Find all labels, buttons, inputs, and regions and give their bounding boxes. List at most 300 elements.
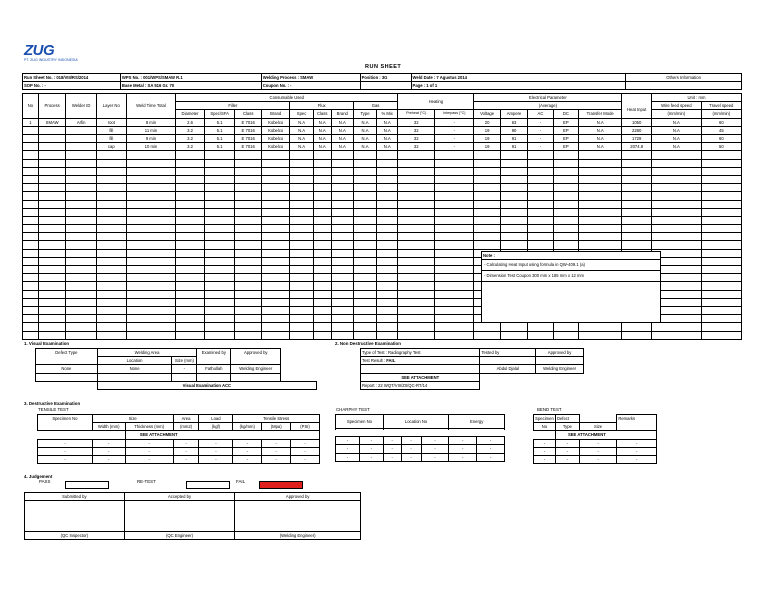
table-cell (66, 257, 97, 265)
table-cell (331, 159, 353, 167)
table-cell (313, 159, 331, 167)
table-cell: 8 min (126, 118, 176, 126)
table-cell: N.A (651, 126, 701, 134)
company-name: PT. ZUG INDUSTRY INDONESIA (24, 58, 78, 62)
table-cell: Kobelco (261, 135, 290, 143)
table-cell (701, 167, 741, 175)
table-cell (66, 216, 97, 224)
table-cell (38, 225, 65, 233)
table-cell (377, 331, 398, 339)
table-cell: E 7016 (235, 126, 261, 134)
table-cell (331, 200, 353, 208)
table-cell (235, 323, 261, 331)
charpy-specimen: Specimen No (336, 415, 384, 429)
table-row (23, 118, 742, 126)
table-cell (435, 274, 474, 282)
table-cell (261, 233, 290, 241)
table-cell (353, 306, 376, 314)
table-cell (261, 306, 290, 314)
table-cell (553, 167, 578, 175)
tens-area: Area (173, 415, 199, 423)
table-cell (701, 151, 741, 159)
table-cell (204, 208, 235, 216)
table-row (23, 323, 742, 331)
table-cell (500, 192, 527, 200)
table-cell (261, 192, 290, 200)
ndt-approver: Welding Engineer (536, 365, 584, 373)
table-row (23, 192, 742, 200)
table-cell (377, 274, 398, 282)
table-cell (579, 225, 622, 233)
table-cell (313, 208, 331, 216)
table-cell (23, 274, 39, 282)
col-gas: Gas (353, 102, 397, 110)
table-cell (204, 331, 235, 339)
table-cell (377, 298, 398, 306)
table-cell (435, 225, 474, 233)
table-cell (331, 274, 353, 282)
table-cell (474, 175, 500, 183)
table-cell (66, 282, 97, 290)
table-cell (435, 167, 474, 175)
table-cell (204, 151, 235, 159)
table-cell (331, 315, 353, 323)
table-cell (235, 151, 261, 159)
table-cell (38, 143, 65, 151)
table-cell (38, 274, 65, 282)
table-cell (553, 200, 578, 208)
table-cell (651, 175, 701, 183)
table-cell: N.A (331, 126, 353, 134)
table-row (23, 233, 742, 241)
col-electrical: Electrical Parameter (474, 94, 622, 102)
table-cell (398, 323, 435, 331)
table-cell (701, 216, 741, 224)
table-cell (553, 331, 578, 339)
table-cell: 20 (474, 118, 500, 126)
table-cell (528, 167, 553, 175)
table-cell (235, 315, 261, 323)
table-cell (331, 167, 353, 175)
others-info: Others Information (626, 74, 742, 82)
table-cell (23, 315, 39, 323)
table-cell (435, 315, 474, 323)
table-cell (126, 192, 176, 200)
col-welder-id: Welder ID (66, 94, 97, 119)
table-cell (126, 167, 176, 175)
table-cell (38, 290, 65, 298)
table-cell (528, 151, 553, 159)
table-cell (66, 225, 97, 233)
charpy-table: Specimen No Location No Energy - - - - - - - - - - - - - - - - - - - - - (335, 414, 505, 462)
table-cell (126, 323, 176, 331)
pass-checkbox[interactable] (65, 481, 109, 489)
table-row (23, 175, 742, 183)
table-cell (66, 135, 97, 143)
table-cell: N.A (313, 135, 331, 143)
table-cell (176, 184, 205, 192)
table-cell (235, 306, 261, 314)
table-cell (23, 184, 39, 192)
table-cell (331, 298, 353, 306)
table-cell (97, 298, 127, 306)
vis-defect-type: Defect Type (36, 349, 98, 365)
retest-label: RE-TEST (137, 479, 156, 484)
table-cell (97, 315, 127, 323)
table-cell (377, 216, 398, 224)
table-cell (126, 151, 176, 159)
table-cell (204, 233, 235, 241)
table-cell: EP (553, 143, 578, 151)
table-cell (313, 241, 331, 249)
table-cell (23, 266, 39, 274)
table-cell (579, 241, 622, 249)
table-cell (377, 192, 398, 200)
table-cell (290, 298, 313, 306)
table-cell (353, 225, 376, 233)
table-cell (126, 233, 176, 241)
table-cell (353, 241, 376, 249)
table-cell: EP (553, 118, 578, 126)
table-cell (398, 298, 435, 306)
bend-see-attachment: SEE ATTACHMENT (555, 431, 656, 439)
table-cell (474, 233, 500, 241)
col-diameter: Diameter (176, 110, 205, 118)
table-cell (474, 331, 500, 339)
table-cell (66, 159, 97, 167)
table-cell (235, 167, 261, 175)
table-cell (398, 151, 435, 159)
table-cell (176, 225, 205, 233)
table-cell (38, 266, 65, 274)
table-cell: 50 (701, 143, 741, 151)
table-cell: 5.1 (204, 126, 235, 134)
table-cell (622, 208, 652, 216)
table-cell (261, 208, 290, 216)
table-cell (528, 200, 553, 208)
col-gas-mix: % Mix (377, 110, 398, 118)
table-cell: E 7016 (235, 143, 261, 151)
table-cell: N.A (313, 126, 331, 134)
tens-load: Load (199, 415, 233, 423)
table-cell (126, 175, 176, 183)
table-cell (435, 257, 474, 265)
table-cell (500, 175, 527, 183)
tens-specimen: Specimen No (38, 415, 93, 431)
table-cell: 32 (398, 126, 435, 134)
col-process: Process (38, 94, 65, 119)
table-cell (579, 331, 622, 339)
vis-location-value: None (97, 365, 172, 373)
table-cell (176, 241, 205, 249)
table-cell: 1 (23, 118, 39, 126)
table-cell: N.A (579, 135, 622, 143)
table-cell: - (435, 143, 474, 151)
base-metal: Base Metal : SA 516 Gr. 70 (120, 82, 261, 90)
table-cell (474, 225, 500, 233)
bend-title: BEND TEST (537, 407, 562, 412)
table-cell (398, 184, 435, 192)
table-cell (377, 225, 398, 233)
table-cell: 5.1 (204, 143, 235, 151)
table-cell (377, 257, 398, 265)
table-cell (353, 249, 376, 257)
table-cell (528, 331, 553, 339)
table-cell (331, 184, 353, 192)
table-cell: N.A (377, 126, 398, 134)
table-cell (553, 216, 578, 224)
table-cell (176, 249, 205, 257)
table-cell (23, 306, 39, 314)
vis-location: Location (97, 357, 172, 365)
table-row (23, 241, 742, 249)
table-cell (500, 208, 527, 216)
table-cell: 3.2 (176, 135, 205, 143)
table-cell (313, 331, 331, 339)
ndt-result-value: FAIL (386, 358, 396, 364)
fail-checkbox[interactable] (259, 481, 303, 489)
table-cell: 9 min (126, 135, 176, 143)
table-cell (23, 126, 39, 134)
table-cell (353, 290, 376, 298)
table-cell (97, 331, 127, 339)
ndt-table (360, 348, 584, 390)
tens-psi: (PSI) (291, 423, 320, 431)
table-cell (235, 216, 261, 224)
table-cell (701, 241, 741, 249)
vis-approved-by: Approved by (231, 349, 281, 365)
col-transfer: Transfer Mode (579, 110, 622, 118)
table-cell (331, 233, 353, 241)
table-cell: 2280 (622, 126, 652, 134)
table-cell: 91 (500, 143, 527, 151)
table-cell: EP (553, 135, 578, 143)
table-cell: E 7016 (235, 118, 261, 126)
table-cell (66, 233, 97, 241)
col-voltage: Voltage (474, 110, 500, 118)
table-cell (66, 208, 97, 216)
table-cell (23, 282, 39, 290)
table-cell (290, 323, 313, 331)
table-cell: N.A (290, 143, 313, 151)
table-cell (500, 167, 527, 175)
table-cell (500, 233, 527, 241)
table-cell: 10 min (126, 143, 176, 151)
table-cell (126, 282, 176, 290)
tens-see-attachment: SEE ATTACHMENT (125, 431, 319, 439)
table-cell (701, 323, 741, 331)
table-cell: 5.1 (204, 118, 235, 126)
table-cell (500, 323, 527, 331)
table-cell (204, 323, 235, 331)
table-cell (204, 298, 235, 306)
col-average: (Average) (474, 102, 622, 110)
table-cell (398, 331, 435, 339)
table-cell (23, 151, 39, 159)
table-cell (261, 167, 290, 175)
table-cell (528, 159, 553, 167)
col-interpass: Interpass (°C) (435, 110, 474, 118)
table-cell (204, 167, 235, 175)
table-cell (651, 151, 701, 159)
table-cell (377, 208, 398, 216)
table-cell (176, 167, 205, 175)
table-cell (235, 290, 261, 298)
visual-title: 1. Visual Examination (24, 341, 70, 346)
tens-area-unit: (mm2) (173, 423, 199, 431)
table-cell (38, 282, 65, 290)
table-cell: E 7016 (235, 135, 261, 143)
table-cell (235, 266, 261, 274)
table-cell (701, 233, 741, 241)
table-cell (23, 200, 39, 208)
table-cell (261, 151, 290, 159)
table-cell (435, 151, 474, 159)
table-cell (622, 167, 652, 175)
tens-load-unit: (kgf) (199, 423, 233, 431)
table-cell (398, 167, 435, 175)
col-flux-brand: Brand (331, 110, 353, 118)
approved-by: Approved by (235, 493, 361, 501)
table-cell (204, 184, 235, 192)
judgement-title: 4. Judgement (24, 474, 53, 479)
table-cell (701, 298, 741, 306)
vis-examiner: Fathullah (197, 365, 231, 373)
charpy-energy: Energy (449, 415, 505, 429)
table-cell (474, 241, 500, 249)
table-cell (651, 323, 701, 331)
table-cell: fill (97, 135, 127, 143)
table-cell: N.A (651, 118, 701, 126)
table-cell (66, 331, 97, 339)
tens-kgmm: (kg/mm) (233, 423, 262, 431)
table-cell: root (97, 118, 127, 126)
table-cell (38, 298, 65, 306)
table-cell (353, 200, 376, 208)
table-cell (579, 159, 622, 167)
table-cell (176, 331, 205, 339)
table-cell (622, 225, 652, 233)
table-cell (23, 208, 39, 216)
table-cell (261, 266, 290, 274)
table-cell (398, 315, 435, 323)
table-cell: N.A (579, 118, 622, 126)
table-cell: N.A (290, 135, 313, 143)
tensile-table: Specimen No Size Area Load Tensile Stress Width (mm) Thickness (mm) (mm2) (kgf) (kg/mm) (Mpa) (PSI) SEE ATTACHMENT - - - - - - - - - - - - - - - - - - - - - - - - (37, 414, 320, 464)
notes-title: Note : (482, 252, 660, 260)
table-cell (38, 192, 65, 200)
table-cell: - (528, 126, 553, 134)
table-cell (261, 249, 290, 257)
table-row (23, 200, 742, 208)
table-cell (553, 241, 578, 249)
table-cell (66, 274, 97, 282)
table-cell (23, 167, 39, 175)
table-cell (290, 184, 313, 192)
table-cell (126, 216, 176, 224)
table-cell (176, 315, 205, 323)
table-cell (176, 274, 205, 282)
table-cell (204, 290, 235, 298)
table-cell (176, 175, 205, 183)
table-cell: N.A (313, 143, 331, 151)
table-cell (435, 298, 474, 306)
table-cell: SMAW (38, 118, 65, 126)
retest-checkbox[interactable] (186, 481, 230, 489)
submitted-role: (QC Inspector) (25, 532, 125, 540)
table-cell (290, 266, 313, 274)
table-cell (331, 266, 353, 274)
table-cell (290, 306, 313, 314)
submitted-signature (25, 501, 125, 532)
table-cell (651, 331, 701, 339)
table-cell (500, 159, 527, 167)
table-cell (261, 200, 290, 208)
table-cell (553, 208, 578, 216)
table-row (23, 167, 742, 175)
table-cell: 19 (474, 135, 500, 143)
table-cell (204, 159, 235, 167)
col-dc: DC (553, 110, 578, 118)
col-class: Class (235, 110, 261, 118)
table-cell: - (528, 135, 553, 143)
table-cell (701, 282, 741, 290)
table-cell (353, 266, 376, 274)
ndt-result-label: Test Result : (362, 358, 387, 364)
table-cell (235, 200, 261, 208)
table-cell (701, 266, 741, 274)
table-cell (377, 241, 398, 249)
table-cell (126, 225, 176, 233)
table-cell: N.A (290, 126, 313, 134)
table-cell (701, 249, 741, 257)
table-cell (126, 241, 176, 249)
table-cell (398, 233, 435, 241)
table-cell (204, 241, 235, 249)
table-cell (204, 225, 235, 233)
table-cell (331, 282, 353, 290)
table-cell (701, 306, 741, 314)
table-cell (622, 151, 652, 159)
table-cell (235, 233, 261, 241)
approved-signature (235, 501, 361, 532)
table-cell (353, 257, 376, 265)
table-cell (38, 208, 65, 216)
table-cell: N.A (353, 118, 376, 126)
table-cell (126, 200, 176, 208)
table-cell (290, 192, 313, 200)
table-cell (66, 184, 97, 192)
table-cell: 90 (500, 126, 527, 134)
table-cell (235, 192, 261, 200)
table-cell (261, 282, 290, 290)
bend-defect: Defect (555, 415, 579, 423)
table-cell (474, 216, 500, 224)
table-cell (97, 323, 127, 331)
table-cell (553, 184, 578, 192)
tens-stress: Tensile Stress (233, 415, 320, 423)
col-spec-sfa: Spec/SFA (204, 110, 235, 118)
table-cell (97, 290, 127, 298)
table-cell (261, 323, 290, 331)
table-cell (23, 192, 39, 200)
table-cell: Kobelco (261, 118, 290, 126)
table-cell (23, 159, 39, 167)
table-cell (38, 233, 65, 241)
table-cell (38, 216, 65, 224)
table-cell (701, 208, 741, 216)
table-cell (377, 233, 398, 241)
